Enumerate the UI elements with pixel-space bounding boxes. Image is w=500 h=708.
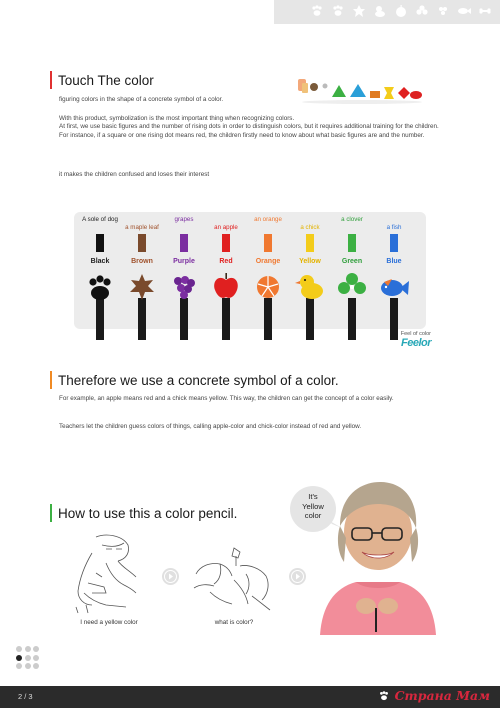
site-watermark — [378, 688, 490, 703]
paw-icon — [331, 4, 345, 18]
color-name: Orange — [255, 258, 281, 265]
section-accent-bar — [50, 371, 52, 389]
brand-logo: Feelor — [400, 337, 431, 349]
caption-what-is-color: what is color? — [214, 619, 254, 626]
grid-dot — [33, 646, 39, 652]
section-accent-bar — [50, 504, 52, 522]
apple-icon — [394, 4, 408, 18]
section-title: Touch The color — [58, 72, 154, 88]
paw-pencil-icon — [84, 272, 116, 340]
section2-paragraph2: Teachers let the children guess colors of things, calling apple-color and chick-color instead of red and yellow. — [59, 423, 362, 430]
chick-pencil-icon — [294, 272, 326, 340]
brand-caption: Feel of color — [400, 331, 431, 337]
section-accent-bar — [50, 71, 52, 89]
bubble-tail — [328, 520, 342, 530]
next-arrow-icon — [289, 568, 306, 585]
section-touch-color-heading — [50, 71, 154, 89]
color-swatch — [222, 234, 230, 252]
color-swatch — [306, 234, 314, 252]
symbol-label: grapes — [174, 216, 194, 223]
orange-pencil-icon — [252, 272, 284, 340]
color-name: Brown — [131, 258, 153, 265]
grid-dot — [33, 663, 39, 669]
color-swatch — [264, 234, 272, 252]
maple-leaf-pencil-icon — [126, 272, 158, 340]
grid-dot — [33, 655, 39, 661]
symbol-label: an apple — [214, 224, 238, 231]
page-number: 2 / 3 — [18, 692, 33, 701]
palette-item-red — [206, 212, 246, 329]
palette-item-yellow — [290, 212, 330, 329]
section-title: Therefore we use a concrete symbol of a color. — [58, 372, 339, 388]
grid-dot — [25, 663, 31, 669]
grid-dot — [25, 646, 31, 652]
symbol-label: a maple leaf — [125, 224, 159, 231]
color-name: Black — [90, 258, 110, 265]
hands-holding-pencil-drawing — [190, 544, 280, 616]
feelor-brand — [381, 331, 431, 349]
section1-paragraph — [59, 115, 449, 140]
color-name: Green — [341, 258, 363, 265]
paw-icon — [378, 690, 390, 702]
color-name: Yellow — [299, 258, 321, 265]
bubble-line: Yellow — [302, 501, 324, 511]
paragraph-line: At first, we use basic figures and the number of rising dots in order to distinguish colors, but it requires additional training for the children. — [59, 123, 439, 131]
grapes-pencil-icon — [168, 272, 200, 340]
fish-pencil-icon — [378, 272, 410, 340]
leaf-icon — [352, 4, 366, 18]
symbol-label: a clover — [341, 216, 363, 223]
section-concrete-symbol-heading — [50, 371, 339, 389]
color-swatch — [96, 234, 104, 252]
color-swatch — [138, 234, 146, 252]
paragraph-line: For instance, if a square or one rising dot means red, the children firstly need to know about what basic figures are and the number. — [59, 131, 425, 139]
chick-icon — [373, 4, 387, 18]
girl-with-pencil-drawing — [66, 533, 156, 615]
bone-icon — [478, 4, 492, 18]
clover-pencil-icon — [336, 272, 368, 340]
footer-bar — [0, 686, 500, 708]
site-name: Страна Мам — [394, 688, 490, 703]
symbol-label: A sole of dog — [82, 216, 118, 223]
dot-grid-decoration — [16, 646, 39, 669]
color-swatch — [348, 234, 356, 252]
grid-dot — [16, 663, 22, 669]
bubble-line: It's — [308, 492, 318, 501]
grid-dot — [25, 655, 31, 661]
grid-dot — [16, 646, 22, 652]
symbol-label: a fish — [386, 224, 402, 231]
color-name: Red — [219, 258, 233, 265]
bubble-line: color — [304, 511, 322, 520]
next-arrow-icon — [162, 568, 179, 585]
header-banner — [274, 0, 500, 24]
section-title: How to use this a color pencil. — [58, 505, 238, 521]
color-swatch — [390, 234, 398, 252]
header-icon-row — [310, 4, 492, 18]
paw-icon — [310, 4, 324, 18]
clover-icon — [415, 4, 429, 18]
color-symbol-palette — [74, 212, 426, 329]
symbol-label: a chick — [300, 224, 320, 231]
section1-paragraph2: it makes the children confused and loses their interest — [59, 171, 210, 178]
paragraph-line: With this product, symbolization is the most important thing when recognizing colors. — [59, 115, 295, 122]
caption-yellow: I need a yellow color — [80, 619, 138, 626]
section2-paragraph: For example, an apple means red and a chick means yellow. This way, the children can get the concept of a color easily. — [59, 395, 394, 402]
color-swatch — [180, 234, 188, 252]
palette-item-blue — [374, 212, 414, 329]
symbol-label: an orange — [254, 216, 282, 223]
fish-icon — [457, 4, 471, 18]
palette-item-brown — [122, 212, 162, 329]
section1-subtitle: figuring colors in the shape of a concrete symbol of a color. — [59, 96, 224, 103]
color-name: Blue — [386, 258, 402, 265]
grid-dot — [16, 655, 22, 661]
section-how-to-use-heading — [50, 504, 237, 522]
apple-pencil-icon — [210, 272, 242, 340]
grapes-icon — [436, 4, 450, 18]
color-name: Purple — [173, 258, 195, 265]
